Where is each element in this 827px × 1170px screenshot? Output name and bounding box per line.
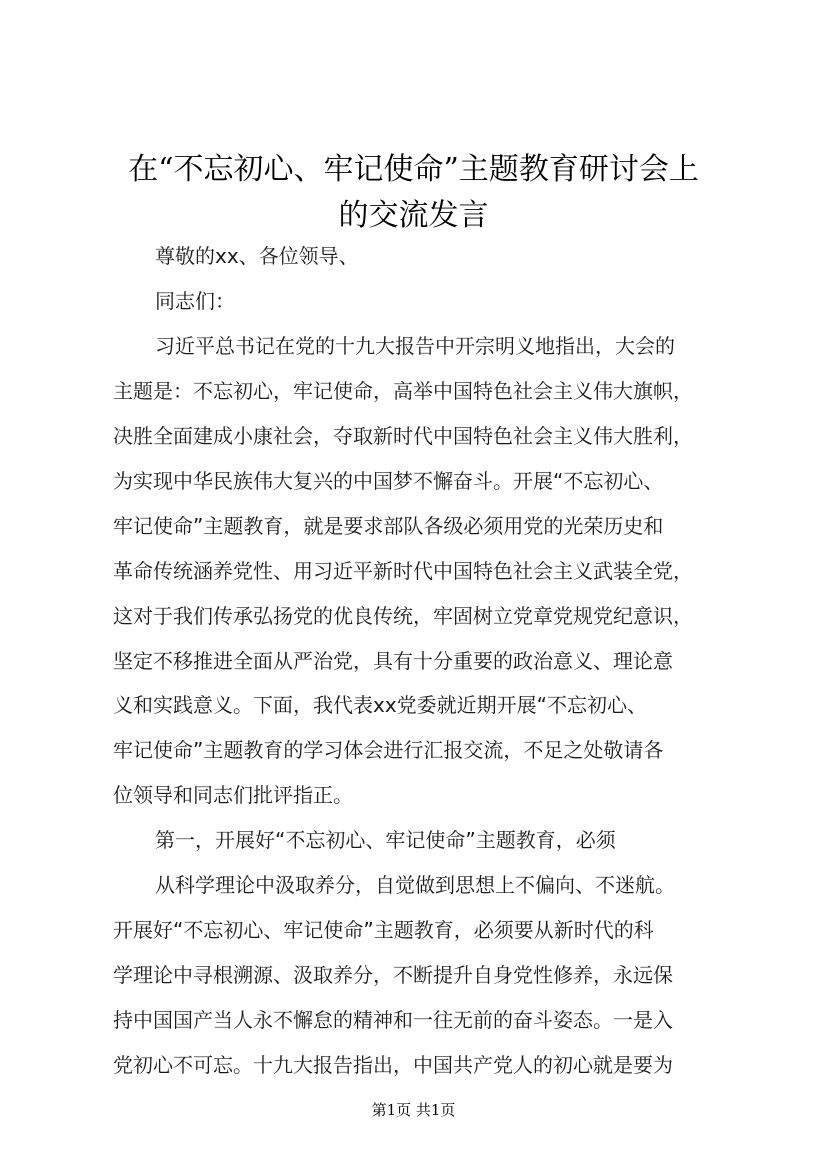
paragraph-line: 牢记使命”主题教育，就是要求部队各级必须用党的光荣历史和 (113, 514, 664, 538)
paragraph-line: 从科学理论中汲取养分，自觉做到思想上不偏向、不迷航。 (155, 873, 675, 897)
paragraph-line: 持中国国产当人永不懈怠的精神和一往无前的奋斗姿态。一是入 (113, 1008, 673, 1032)
document-title-line-1: 在“不忘初心、牢记使命”主题教育研讨会上 (128, 152, 699, 187)
paragraph-line: 主题是：不忘初心，牢记使命，高举中国特色社会主义伟大旗帜， (113, 379, 693, 403)
paragraph-line: 党初心不可忘。十九大报告指出，中国共产党人的初心就是要为 (113, 1053, 673, 1077)
paragraph-line: 学理论中寻根溯源、汲取养分，不断提升自身党性修养，永远保 (113, 963, 673, 987)
paragraph-line: 位领导和同志们批评指正。 (113, 783, 353, 807)
paragraph-line: 牢记使命”主题教育的学习体会进行汇报交流，不足之处敬请各 (113, 738, 664, 762)
salutation-line: 尊敬的xx、各位领导、 (155, 244, 359, 268)
paragraph-line: 革命传统涵养党性、用习近平新时代中国特色社会主义武装全党， (113, 559, 693, 583)
section-heading: 第一，开展好“不忘初心、牢记使命”主题教育，必须 (155, 828, 616, 852)
paragraph-line: 这对于我们传承弘扬党的优良传统，牢固树立党章党规党纪意识， (113, 604, 693, 628)
paragraph-line: 决胜全面建成小康社会，夺取新时代中国特色社会主义伟大胜利， (113, 424, 693, 448)
paragraph-line: 为实现中华民族伟大复兴的中国梦不懈奋斗。开展“不忘初心、 (113, 469, 664, 493)
page-footer: 第1页 共1页 (371, 1101, 456, 1119)
document-title-line-2: 的交流发言 (338, 198, 489, 233)
paragraph-line: 义和实践意义。下面，我代表xx党委就近期开展“不忘初心、 (113, 693, 648, 717)
salutation-line: 同志们： (155, 289, 235, 313)
paragraph-line: 习近平总书记在党的十九大报告中开宗明义地指出，大会的 (155, 334, 675, 358)
paragraph-line: 坚定不移推进全面从严治党，具有十分重要的政治意义、理论意 (113, 649, 673, 673)
paragraph-line: 开展好“不忘初心、牢记使命”主题教育，必须要从新时代的科 (113, 918, 654, 942)
